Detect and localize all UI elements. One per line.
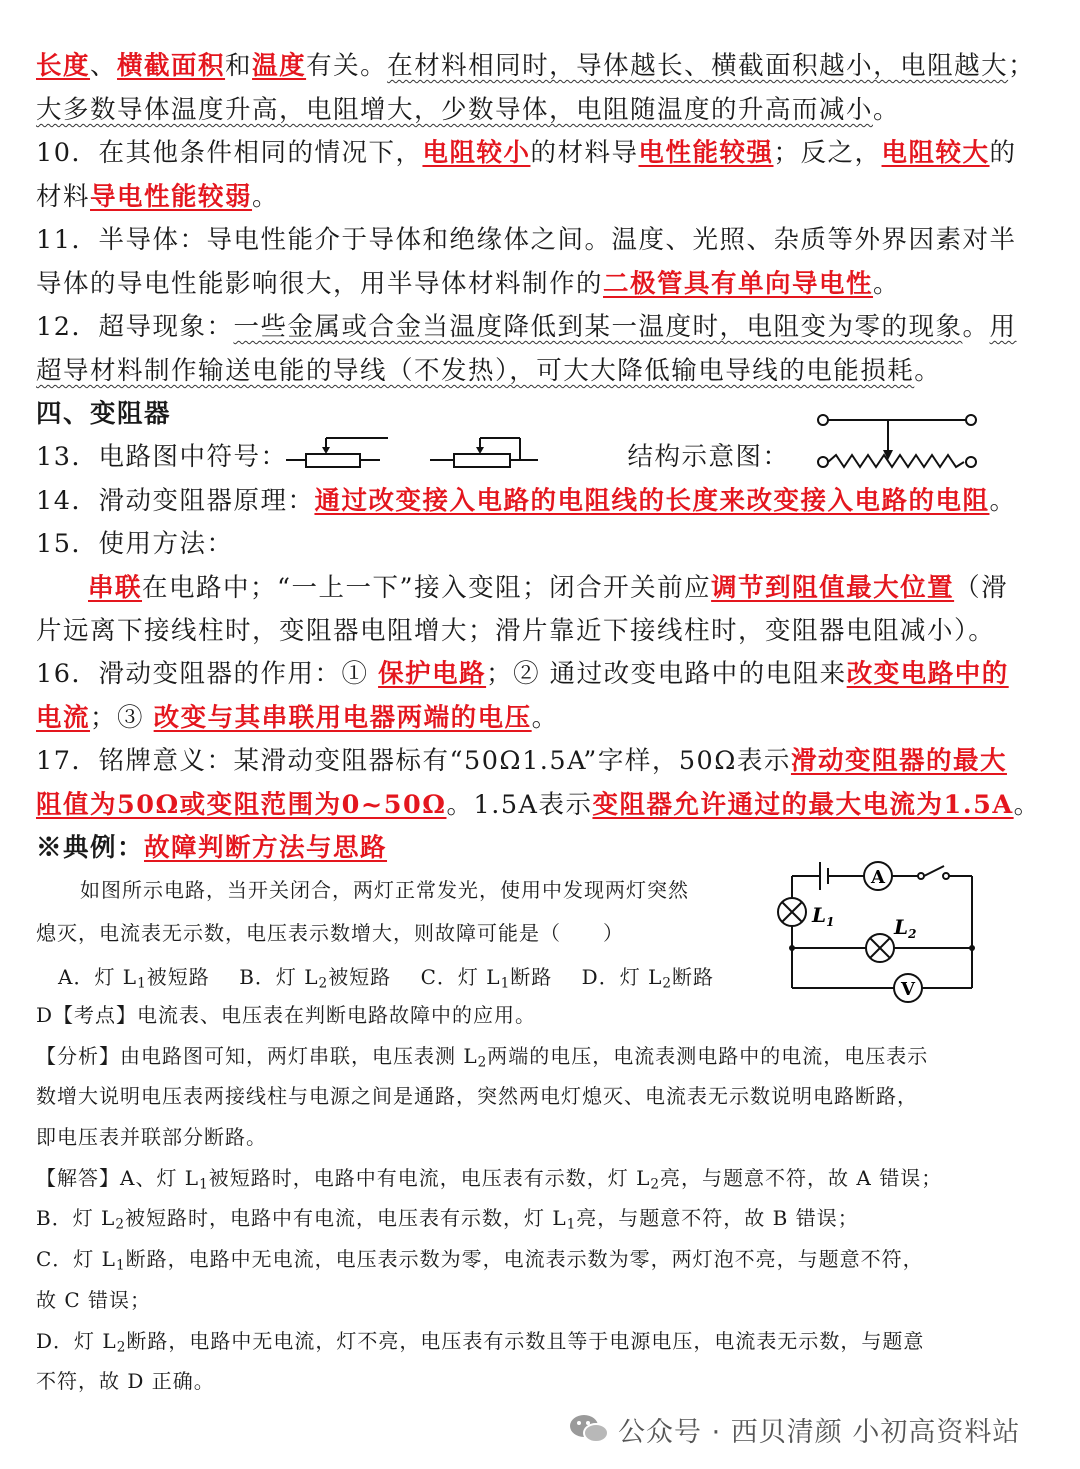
key-term: 改变与其串联用电器两端的电压 (153, 703, 532, 733)
key-term: 二极管具有单向导电性 (603, 269, 874, 299)
text: 10．在其他条件相同的情况下， (36, 138, 423, 168)
rheostat-structure-icon (812, 408, 982, 474)
rheostat-symbol-1-icon (284, 430, 394, 470)
key-term: 改变电路中的 (846, 659, 1009, 689)
emphasis: 一些金属或合金当温度降低到某一温度时，电阻变为零的现象 (233, 312, 963, 342)
line-12 (36, 524, 1046, 564)
option-d: D．灯 $L_2$断路 (581, 965, 715, 992)
line-18 (36, 785, 1046, 825)
text: 在电路中；“一上一下”接入变阻；闭合开关前应 (142, 573, 712, 603)
key-term: 通过改变接入电路的电阻线的长度来改变接入电路的电阻 (314, 486, 990, 516)
text: 17．铭牌意义：某滑动变阻器标有“50Ω1.5A”字样，50Ω表示 (36, 746, 791, 776)
key-term: 阻值为50Ω或变阻范围为0~50Ω (36, 790, 447, 820)
text: 。 (873, 269, 901, 299)
line-17 (36, 741, 1046, 781)
ammeter-label: A (871, 867, 885, 888)
line-7 (36, 307, 1046, 347)
line-11 (36, 481, 1046, 521)
solution-line-3: C．灯 $L_1$断路，电路中无电流，电压表示数为零，电流表示数为零，两灯泡不亮，与题意不符， (36, 1247, 924, 1274)
watermark: 公众号 · 西贝清颜 小初高资料站 (618, 1417, 1021, 1448)
key-term: 滑动变阻器的最大 (790, 746, 1007, 776)
voltmeter-label: V (901, 979, 915, 1000)
key-term: 调节到阻值最大位置 (711, 573, 955, 603)
key-term: 故障判断方法与思路 (144, 833, 388, 863)
text: 。 (252, 182, 280, 212)
analysis-line-1: 【分析】由电路图可知，两灯串联，电压表测 $L_2$两端的电压，电流表测电路中的电流，电压表示 (36, 1044, 929, 1071)
key-term: 长度 (36, 51, 91, 81)
line-3 (36, 133, 1046, 173)
rheostat-symbol-2-icon (428, 430, 548, 470)
text: ； (1008, 51, 1036, 81)
text: 15．使用方法： (36, 529, 234, 559)
line-2 (36, 90, 1046, 130)
key-term: 电性能较强 (638, 138, 774, 168)
key-term: 变阻器允许通过的最大电流为1.5A (592, 790, 1014, 820)
key-term: 导电性能较弱 (90, 182, 253, 212)
key-term: 电阻较小 (422, 138, 531, 168)
analysis-line-3: 即电压表并联部分断路。 (36, 1125, 267, 1149)
text: ；② 通过改变电路中的电阻来 (486, 659, 847, 689)
text: 和 (225, 51, 253, 81)
option-c: C．灯 $L_1$断路 (420, 965, 553, 992)
solution-line-4: 故 C 错误； (36, 1288, 152, 1312)
text: 。 (989, 486, 1017, 516)
text: 片远离下接线柱时，变阻器电阻增大；滑片靠近下接线柱时，变阻器电阻减小）。 (36, 616, 996, 646)
line-8 (36, 351, 1046, 391)
solution-line-5: D．灯 $L_2$断路，电路中无电流，灯不亮，电压表有示数且等于电源电压，电流表无示数，与题意 (36, 1329, 925, 1356)
text: D【考点】电流表、电压表在判断电路故障中的应用。 (36, 1003, 537, 1027)
emphasis: 在材料相同时，导体越长、横截面积越小，电阻越大 (387, 51, 1009, 81)
text: 导体的导电性能影响很大，用半导体材料制作的 (36, 269, 604, 299)
solution-line-1: 【解答】A、灯 $L_1$被短路时，电路中有电流，电压表有示数，灯 $L_2$亮，与题意不符，故 A 错误； (36, 1166, 943, 1193)
solution-line-6: 不符，故 D 正确。 (36, 1369, 215, 1393)
lamp-l1-label: $L_1$ (812, 903, 835, 929)
text: 。 (873, 95, 901, 125)
solution-line-2: B．灯 $L_2$被短路时，电路中有电流，电压表有示数，灯 $L_1$亮，与题意不符，故 B 错误； (36, 1206, 859, 1233)
emphasis: 超导材料制作输送电能的导线（不发热），可大大降低输电导线的电能损耗 (36, 356, 915, 386)
text: 熄灭，电流表无示数，电压表示数增大，则故障可能是（ ） (36, 921, 624, 945)
line-6 (36, 264, 1046, 304)
key-term: 横截面积 (117, 51, 226, 81)
text: 材料 (36, 182, 91, 212)
line-1 (36, 46, 1046, 86)
text: 。1.5A表示 (446, 790, 593, 820)
line-14 (36, 611, 1046, 651)
text: 。 (962, 312, 990, 342)
key-term: 保护电路 (378, 659, 487, 689)
line-16 (36, 698, 1046, 738)
text: ；③ (90, 703, 145, 733)
heading-text: 四、变阻器 (36, 399, 172, 429)
key-term: 串联 (88, 573, 143, 603)
option-a: A．灯 $L_1$被短路 (58, 965, 210, 992)
text: 13．电路图中符号： (36, 442, 288, 472)
lamp-l2-label: $L_2$ (894, 915, 917, 941)
text: 如图所示电路，当开关闭合，两灯正常发光，使用中发现两灯突然 (80, 878, 689, 902)
line-5 (36, 220, 1046, 260)
text: 结构示意图： (627, 442, 790, 472)
text: 的 (989, 138, 1017, 168)
text: 有关。 (306, 51, 388, 81)
answer-line (36, 999, 1046, 1031)
text: ；反之， (773, 138, 882, 168)
circuit-diagram (770, 850, 980, 1008)
line-15 (36, 654, 1046, 694)
key-term: 电阻较大 (881, 138, 990, 168)
text: 。 (531, 703, 559, 733)
emphasis: 大多数导体温度升高，电阻增大，少数导体，电阻随温度的升高而减小 (36, 95, 874, 125)
example-heading: ※典例： (36, 833, 145, 863)
key-term: 温度 (252, 51, 307, 81)
key-term: 电流 (36, 703, 91, 733)
line-13 (88, 568, 1048, 608)
analysis-line-2: 数增大说明电压表两接线柱与电源之间是通路，突然两电灯熄灭、电流表无示数说明电路断路， (36, 1084, 918, 1108)
text: 、 (90, 51, 118, 81)
text: 16．滑动变阻器的作用：① (36, 659, 369, 689)
text: 。 (914, 356, 942, 386)
option-b: B．灯 $L_2$被短路 (239, 965, 392, 992)
text: 的材料导 (530, 138, 639, 168)
line-4 (36, 177, 1046, 217)
text: （滑 (954, 573, 1009, 603)
text: 14．滑动变阻器原理： (36, 486, 315, 516)
text: 11．半导体：导电性能介于导体和绝缘体之间。温度、光照、杂质等外界因素对半 (36, 225, 1017, 255)
text: 12．超导现象： (36, 312, 234, 342)
wechat-icon (568, 1412, 612, 1446)
text: 。 (1013, 790, 1041, 820)
emphasis: 用 (989, 312, 1017, 342)
